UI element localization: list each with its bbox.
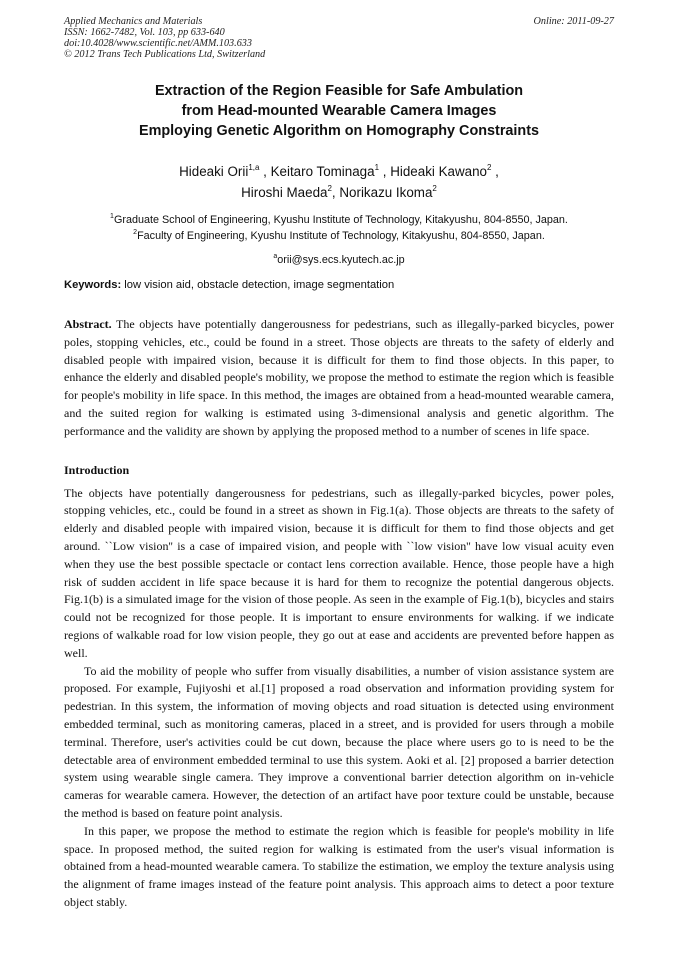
section-heading-introduction: Introduction <box>64 462 130 477</box>
intro-paragraph-2: To aid the mobility of people who suffer from visually disabilities, a number of vision assistance system are proposed. For example, Fujiyoshi et al.[1] proposed a road observation and information providing system for pedestrian. In this system, the information of moving objects and road situation is detected using environment embedded terminal, such as monitoring cameras, placed in a street, and is provided for users through a mobile terminal. Therefore, user's activities could be cut down, because the place where users go to is need to be the detectable area of environment embedded terminal to use this system. Aoki et al. [2] proposed a barrier detection system using wearable single camera. They improve a conventional barrier detection algorithm on in-vehicle cameras for wearable camera. However, the detection of an artifact have poor texture could be unstable, because the method is based on feature point analysis. <box>64 663 614 820</box>
keywords <box>64 278 614 292</box>
author-line-1 <box>64 161 614 182</box>
author-sup: 1 <box>374 163 380 172</box>
affiliation-2 <box>64 228 614 244</box>
author-sup: 2 <box>486 163 492 172</box>
copyright-line: © 2012 Trans Tech Publications Ltd, Switzerland <box>64 49 266 60</box>
author-email <box>64 253 614 267</box>
author-separator: , <box>491 164 499 179</box>
author-name: Norikazu Ikoma <box>339 185 433 200</box>
abstract <box>64 316 614 441</box>
keywords-text: low vision aid, obstacle detection, image segmentation <box>121 279 395 291</box>
author-name: Hiroshi Maeda <box>241 185 328 200</box>
author-separator: , <box>259 164 271 179</box>
abstract-label: Abstract. <box>64 317 112 331</box>
author-list <box>64 161 614 203</box>
author-sup: 1,a <box>248 163 260 172</box>
author-name: Keitaro Tominaga <box>270 164 375 179</box>
affiliation-text: Graduate School of Engineering, Kyushu Institute of Technology, Kitakyushu, 804-8550, Japan. <box>113 214 568 226</box>
title-line-1: Extraction of the Region Feasible for Safe Ambulation <box>154 83 524 99</box>
title-line-3: Employing Genetic Algorithm on Homography Constraints <box>138 123 540 139</box>
email-sup: a <box>273 253 278 260</box>
journal-header <box>64 16 614 60</box>
email-text: orii@sys.ecs.kyutech.ac.jp <box>277 254 405 266</box>
author-separator: , <box>331 185 340 200</box>
intro-paragraph-3: In this paper, we propose the method to estimate the region which is feasible for people's mobility in life space. In proposed method, the suited region for walking is estimated from the user's visual information is obtained from a head-mounted wearable camera. To stabilize the estimation, we employ the texture analysis using the alignment of frame images instead of the feature point analysis. This approach aims to detect a poor texture object stably. <box>64 823 614 909</box>
author-sup: 2 <box>432 184 437 193</box>
affiliation-1 <box>64 212 614 228</box>
affiliations <box>64 212 614 244</box>
affiliation-sup: 1 <box>110 213 114 220</box>
title-line-2: from Head-mounted Wearable Camera Images <box>181 103 497 119</box>
online-date: Online: 2011-09-27 <box>533 16 614 27</box>
affiliation-sup: 2 <box>133 229 138 236</box>
author-separator: , <box>379 164 391 179</box>
affiliation-text: Faculty of Engineering, Kyushu Institute of Technology, Kitakyushu, 804-8550, Japan. <box>137 230 545 242</box>
journal-name: Applied Mechanics and Materials <box>64 16 203 27</box>
author-name: Hideaki Orii <box>179 164 249 179</box>
paper-page <box>64 16 614 912</box>
author-name: Hideaki Kawano <box>390 164 487 179</box>
paper-title <box>64 81 614 141</box>
issn-line: ISSN: 1662-7482, Vol. 103, pp 633-640 <box>64 27 225 38</box>
intro-paragraph-1: The objects have potentially dangerousness for pedestrians, such as illegally-parked bicycles, power poles, stopping vehicles, etc., could be found in a street as shown in Fig.1(a). Those objects are threats to the safety of elderly and disabled people with impaired vision, because it is difficult for them to find those objects and get around. ``Low vision'' is a case of impaired vision, and people with ``low vision'' have low visual acuity even when they use the best possible spectacle or contact lens correction available. Hence, those people have a high risk of sudden accident in life space because it is hard for them to recognize the potential dangerous objects. Fig.1(b) is a simulated image for the vision of those people. As seen in the example of Fig.1(b), bicycles and stairs could not be recognized for those people. It is important to ensure environments for walking. if we indicate regions of walkable road for low vision people, they go out at ease and accidents are prevented before happen as well. <box>64 485 614 660</box>
doi-line: doi:10.4028/www.scientific.net/AMM.103.633 <box>64 38 252 49</box>
abstract-text: The objects have potentially dangerousness for pedestrians, such as illegally-parked bicycles, power poles, stopping vehicles, etc., could be found in a street. Those objects are threats to the safety of elderly and disabled people with impaired vision, because it is difficult for them to find those objects. In this paper, to enhance the elderly and disabled people's mobility, we propose the method to estimate the region which is feasible for people's mobility in life space. In this method, the images are obtained from a head-mounted wearable camera, and the suited region for walking is estimated using 3-dimensional analysis and genetic algorithm. The performance and the validity are shown by applying the proposed method to a number of scenes in life space. <box>64 317 614 438</box>
keywords-label: Keywords: <box>64 279 122 291</box>
author-sup: 2 <box>327 184 332 193</box>
author-line-2 <box>64 182 614 203</box>
